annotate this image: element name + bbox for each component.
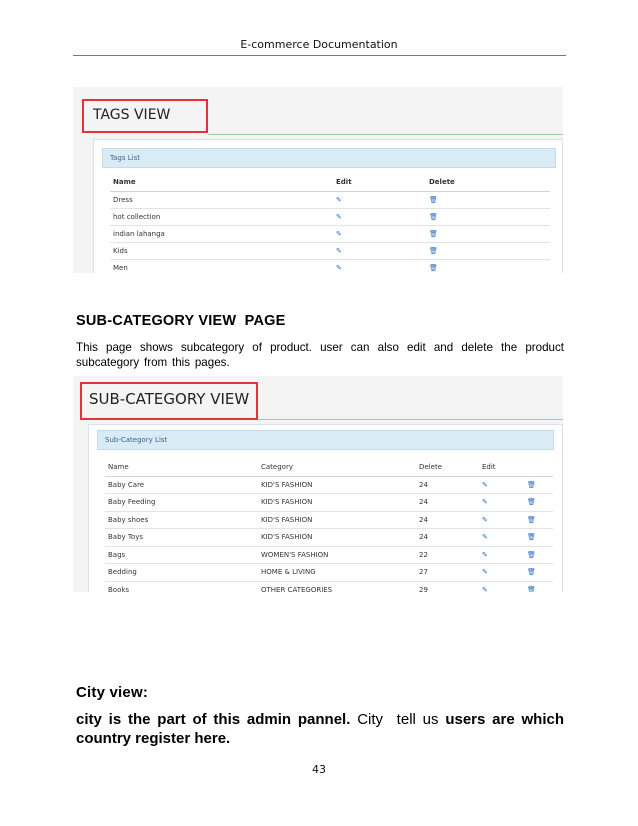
table-row [105, 511, 553, 529]
edit-icon[interactable]: ✎ [482, 498, 488, 507]
tag-name: Dress [110, 191, 333, 208]
subcategory-name: Bags [105, 546, 258, 564]
edit-icon[interactable]: ✎ [482, 515, 488, 524]
column-header-name: Name [105, 459, 258, 476]
table-row [110, 208, 550, 225]
edit-icon[interactable]: ✎ [482, 585, 488, 592]
table-row [105, 581, 553, 592]
tags-list-card [93, 139, 563, 273]
subcategory-name: Books [105, 581, 258, 592]
subcategory-count: 22 [416, 546, 479, 564]
table-row [110, 191, 550, 208]
edit-icon[interactable]: ✎ [336, 195, 342, 204]
trash-icon[interactable]: 🗑 [429, 212, 438, 221]
tag-name: Kids [110, 242, 333, 259]
table-row [110, 225, 550, 242]
subcategory-count: 27 [416, 564, 479, 582]
table-row [105, 564, 553, 582]
header-divider [73, 55, 566, 56]
trash-icon[interactable]: 🗑 [527, 498, 536, 507]
edit-icon[interactable]: ✎ [336, 229, 342, 238]
subcategory-view-screenshot [73, 376, 563, 592]
tag-name: indian lahanga [110, 225, 333, 242]
subcategory-category: KID'S FASHION [258, 529, 416, 547]
table-row [105, 529, 553, 547]
column-header-delete: Delete [416, 459, 479, 476]
subcategory-section-heading: SUB-CATEGORY VIEW PAGE [76, 313, 286, 329]
table-row [105, 546, 553, 564]
column-header-name: Name [110, 174, 333, 191]
column-header-edit: Edit [333, 174, 426, 191]
trash-icon[interactable]: 🗑 [527, 515, 536, 524]
subcategory-count: 24 [416, 476, 479, 494]
edit-icon[interactable]: ✎ [482, 533, 488, 542]
column-header-delete: Delete [426, 174, 550, 191]
document-header-title: E-commerce Documentation [240, 38, 398, 51]
tag-name: Men [110, 259, 333, 273]
subcategory-count: 29 [416, 581, 479, 592]
trash-icon[interactable]: 🗑 [429, 195, 438, 204]
city-text-normal-part: City tell us [350, 711, 446, 728]
subcategory-category: KID'S FASHION [258, 494, 416, 512]
edit-icon[interactable]: ✎ [336, 246, 342, 255]
subcategory-list-card [88, 424, 563, 592]
trash-icon[interactable]: 🗑 [527, 533, 536, 542]
trash-icon[interactable]: 🗑 [527, 480, 536, 489]
tag-name: hot collection [110, 208, 333, 225]
table-row [105, 476, 553, 494]
edit-icon[interactable]: ✎ [482, 550, 488, 559]
tags-table [110, 174, 550, 273]
edit-icon[interactable]: ✎ [336, 263, 342, 272]
subcategory-category: OTHER CATEGORIES [258, 581, 416, 592]
subcategory-category: WOMEN'S FASHION [258, 546, 416, 564]
tags-table-header-row [110, 174, 550, 191]
tags-view-rule [208, 134, 563, 135]
tags-list-card-header [102, 148, 556, 168]
subcategory-name: Baby Care [105, 476, 258, 494]
table-row [110, 242, 550, 259]
subcategory-name: Baby Toys [105, 529, 258, 547]
subcategory-list-card-title: Sub-Category List [105, 436, 168, 444]
city-text-bold-part-2: users are which country register here. [76, 711, 565, 747]
trash-icon[interactable]: 🗑 [429, 246, 438, 255]
trash-icon[interactable]: 🗑 [429, 229, 438, 238]
edit-icon[interactable]: ✎ [482, 480, 488, 489]
city-section-heading: City view: [76, 684, 149, 701]
tags-list-card-title: Tags List [110, 154, 140, 162]
subcategory-category: KID'S FASHION [258, 511, 416, 529]
edit-icon[interactable]: ✎ [482, 568, 488, 577]
subcategory-view-rule [258, 419, 563, 420]
subcategory-table-header-row [105, 459, 553, 476]
tags-view-title: TAGS VIEW [93, 107, 171, 123]
trash-icon[interactable]: 🗑 [429, 263, 438, 272]
trash-icon[interactable]: 🗑 [527, 585, 536, 592]
subcategory-table [105, 459, 553, 592]
column-header-edit: Edit [479, 459, 524, 476]
subcategory-view-title: SUB-CATEGORY VIEW [89, 390, 250, 408]
subcategory-section-paragraph: This page shows subcategory of product. user can also edit and delete the product subcategory from this pages. [76, 341, 564, 369]
column-header-category: Category [258, 459, 416, 476]
city-text-bold-part-1: city is the part of this admin pannel. [76, 711, 351, 728]
subcategory-count: 24 [416, 511, 479, 529]
tags-view-screenshot [73, 87, 563, 273]
subcategory-name: Baby Feeding [105, 494, 258, 512]
edit-icon[interactable]: ✎ [336, 212, 342, 221]
page-number: 43 [312, 763, 326, 776]
subcategory-category: HOME & LIVING [258, 564, 416, 582]
trash-icon[interactable]: 🗑 [527, 568, 536, 577]
subcategory-name: Bedding [105, 564, 258, 582]
subcategory-count: 24 [416, 529, 479, 547]
subcategory-category: KID'S FASHION [258, 476, 416, 494]
city-section-text [76, 710, 564, 748]
subcategory-name: Baby shoes [105, 511, 258, 529]
table-row [110, 259, 550, 273]
trash-icon[interactable]: 🗑 [527, 550, 536, 559]
subcategory-count: 24 [416, 494, 479, 512]
subcategory-list-card-header [97, 430, 554, 450]
table-row [105, 494, 553, 512]
